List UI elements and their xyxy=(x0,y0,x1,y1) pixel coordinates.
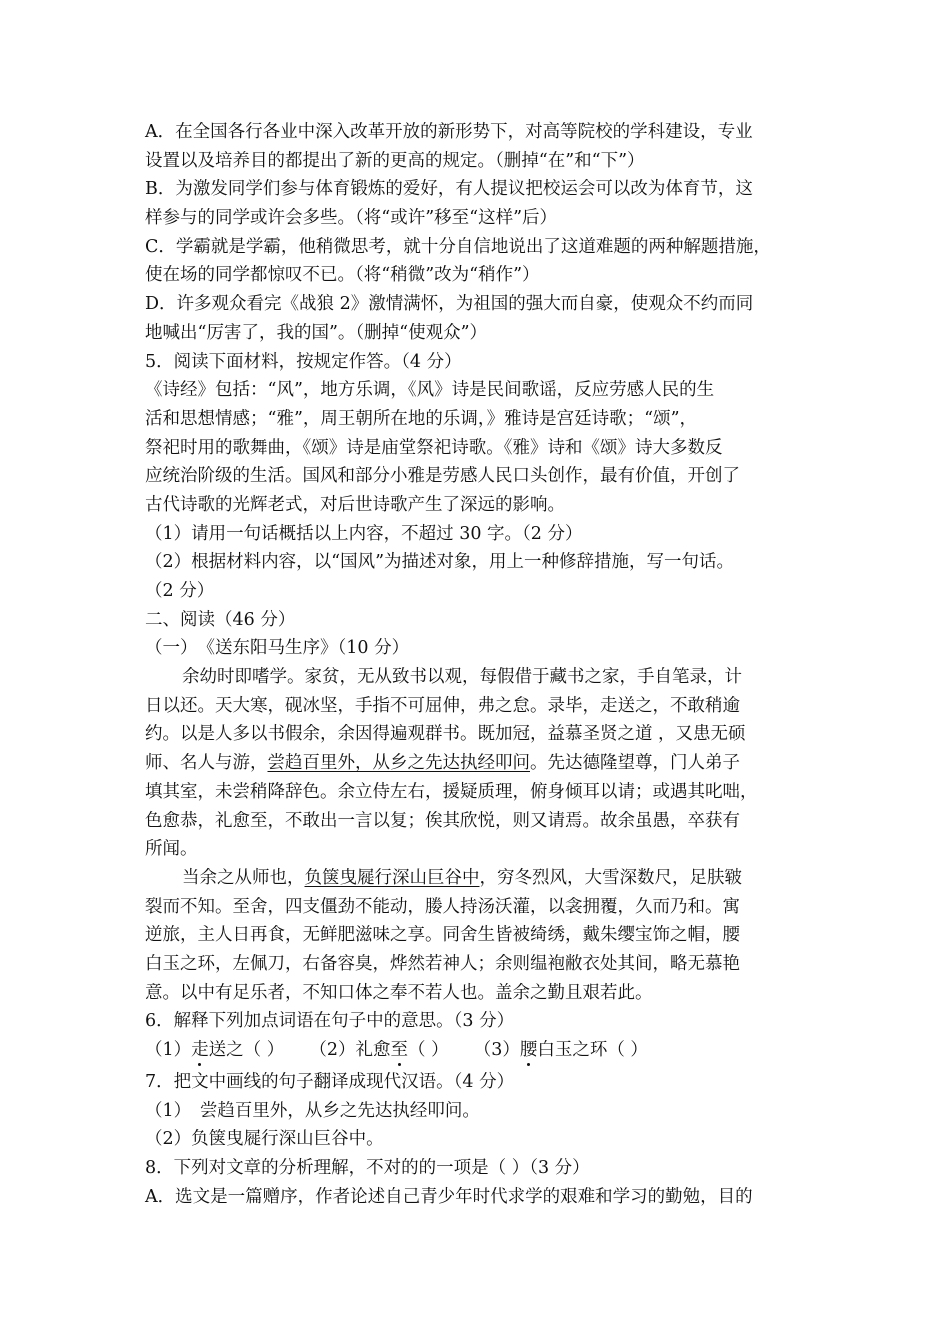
item-number: （3） xyxy=(473,1040,520,1060)
item-text: 白玉之环（ ） xyxy=(537,1040,648,1060)
material-line-4: 应统治阶级的生活。国风和部分小雅是劳感人民口头创作，最有价值，开创了 xyxy=(145,466,740,487)
passage-p2-line-5: 意。以中有足乐者，不知口体之奉不若人也。盖余之勤且艰若此。 xyxy=(145,982,653,1003)
passage-p1-line-4 xyxy=(145,749,815,778)
question-7-title: 7．把文中画线的句子翻译成现代汉语。（4 分） xyxy=(145,1072,515,1092)
question-5-title: 5．阅读下面材料，按规定作答。（4 分） xyxy=(145,351,462,372)
text-segment: ，穷冬烈风，大雪深数尺，足肤皲 xyxy=(479,867,742,888)
option-d-line-1: D．许多观众看完《战狼 2》激情满怀，为祖国的强大而自豪，使观众不约而同 xyxy=(145,294,754,315)
passage-p2-line-4: 白玉之环，左佩刀，右备容臭，烨然若神人；余则缊袍敝衣处其间，略无慕艳 xyxy=(145,953,740,974)
material-line-1: 《诗经》包括：“风”，地方乐调，《风》诗是民间歌谣，反应劳感人民的生 xyxy=(145,380,715,401)
material-line-2: 活和思想情感；“雅”，周王朝所在地的乐调，》雅诗是宫廷诗歌；“颂”， xyxy=(145,408,698,429)
question-8-option-a: A．选文是一篇赠序，作者论述自己青少年时代求学的艰难和学习的勤勉，目的 xyxy=(145,1186,753,1207)
item-number: （1） xyxy=(145,1040,192,1060)
passage-p1-line-7: 所闻。 xyxy=(145,839,198,860)
option-c-line-2: 使在场的同学都惊叹不已。（将“稍微”改为“稍作”） xyxy=(145,265,540,286)
item-text: （ ） xyxy=(408,1040,449,1060)
passage-p1-line-1: 余幼时即嗜学。家贫，无从致书以观，每假借于藏书之家，手自笔录，计 xyxy=(182,667,742,688)
q6-item-3 xyxy=(474,1040,648,1060)
passage-title: （一） 《送东阳马生序》（10 分） xyxy=(145,638,410,659)
question-6-title: 6．解释下列加点词语在句子中的意思。（3 分） xyxy=(145,1011,515,1032)
q6-item-2 xyxy=(309,1040,448,1060)
option-a-line-2: 设置以及培养目的都提出了新的更高的规定。（删掉“在”和“下”） xyxy=(145,150,645,171)
dotted-char: 至 xyxy=(390,1040,408,1060)
passage-p1-line-5: 填其室，未尝稍降辞色。余立侍左右，援疑质理，俯身倾耳以请；或遇其叱咄， xyxy=(145,781,758,802)
passage-p1-line-6: 色愈恭，礼愈至，不敢出一言以复；俟其欣悦，则又请焉。故余虽愚，卒获有 xyxy=(145,810,740,831)
question-6-items xyxy=(145,1036,815,1068)
dotted-char: 走 xyxy=(191,1040,209,1060)
question-5-1: （1）请用一句话概括以上内容，不超过 30 字。（2 分） xyxy=(145,523,583,544)
text-segment: 。先达德隆望尊，门人弟子 xyxy=(530,753,740,774)
section-reading-heading: 二、阅读（46 分） xyxy=(145,609,296,630)
option-c-line-1: C．学霸就是学霸，他稍微思考，就十分自信地说出了这道难题的两种解题措施， xyxy=(145,236,771,257)
passage-p1-line-2: 日以还。天大寒，砚冰坚，手指不可屈伸，弗之怠。录毕，走送之，不敢稍逾 xyxy=(145,695,740,716)
item-text: （2）礼愈 xyxy=(309,1040,391,1060)
option-b-line-1: B．为激发同学们参与体育锻炼的爱好，有人提议把校运会可以改为体育节，这 xyxy=(145,179,753,200)
option-a-line-1: A．在全国各行各业中深入改革开放的新形势下，对高等院校的学科建设，专业 xyxy=(145,122,753,142)
text-segment: 当余之从师也， xyxy=(182,867,305,888)
option-d-line-2: 地喊出“厉害了，我的国”。（删掉“使观众”） xyxy=(145,322,488,343)
passage-p2-line-3: 逆旅，主人日再食，无鲜肥滋味之享。同舍生皆被绮绣，戴朱缨宝饰之帽，腰 xyxy=(145,925,740,946)
text-segment: 师、名人与游， xyxy=(145,753,268,774)
question-8-title: 8．下列对文章的分析理解，不对的的一项是（ ）（3 分） xyxy=(145,1158,590,1179)
question-7-2: （2）负箧曳屣行深山巨谷中。 xyxy=(145,1129,384,1150)
passage-p2-line-2: 裂而不知。至舍，四支僵劲不能动，媵人持汤沃灌，以衾拥覆，久而乃和。寓 xyxy=(145,896,740,917)
question-5-2: （2）根据材料内容，以“国风”为描述对象，用上一种修辞措施，写一句话。 xyxy=(145,552,735,573)
q6-item-1 xyxy=(145,1040,284,1060)
passage-p1-line-3: 约。以是人多以书假余，余因得遍观群书。既加冠，益慕圣贤之道 ，又患无硕 xyxy=(145,724,746,745)
exam-page xyxy=(145,118,815,1211)
item-text: 送之（ ） xyxy=(208,1040,285,1060)
question-5-2-score: （2 分） xyxy=(145,581,215,601)
underlined-sentence-1: 尝趋百里外，从乡之先达执经叩问 xyxy=(267,753,530,774)
material-line-3: 祭祀时用的歌舞曲，《颂》诗是庙堂祭祀诗歌。《雅》诗和《颂》诗大多数反 xyxy=(145,437,723,458)
material-line-5: 古代诗歌的光辉老式，对后世诗歌产生了深远的影响。 xyxy=(145,494,565,515)
passage-p2-line-1 xyxy=(145,864,815,893)
underlined-sentence-2: 负箧曳屣行深山巨谷中 xyxy=(304,867,480,888)
option-b-line-2: 样参与的同学或许会多些。（将“或许”移至“这样”后） xyxy=(145,208,558,229)
dotted-char: 腰 xyxy=(519,1040,538,1060)
question-7-1: （1） 尝趋百里外，从乡之先达执经叩问。 xyxy=(145,1100,480,1121)
